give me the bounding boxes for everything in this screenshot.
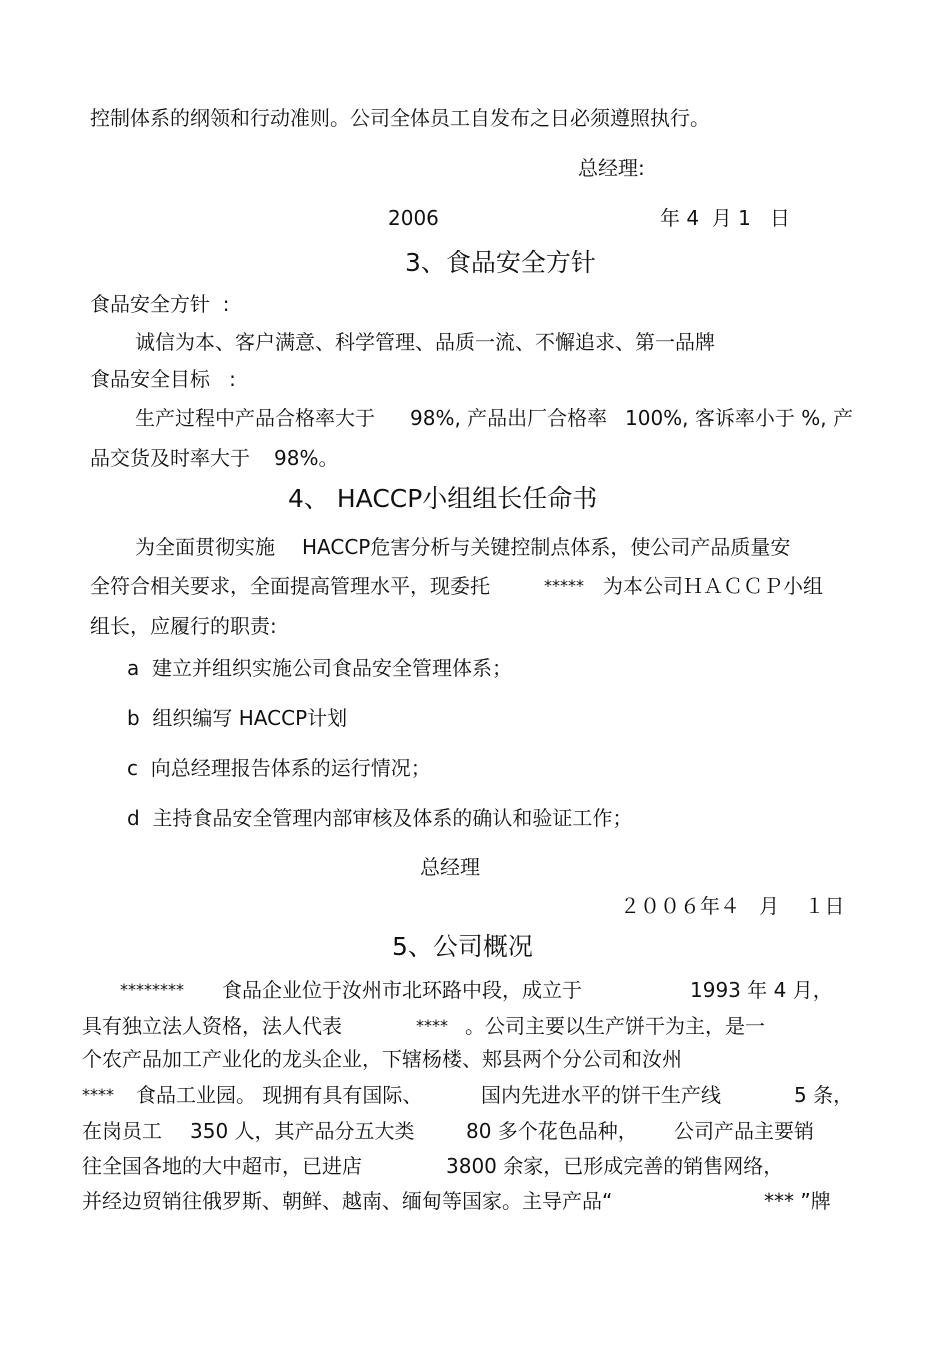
appoint-line3: 组长，应履行的职责: <box>90 614 277 638</box>
intro-line: 控制体系的纲领和行动准则。公司全体员工自发布之日必须遵照执行。 <box>90 106 710 130</box>
intro-signer: 总经理: <box>578 156 645 180</box>
overview-l4-a: **** <box>82 1085 114 1104</box>
section4-signer: 总经理 <box>420 855 480 879</box>
section5-title: 5、公司概况 <box>392 932 533 961</box>
overview-l5-b: 350 人，其产品分五大类 <box>190 1119 415 1143</box>
overview-l1-b: 食品企业位于汝州市北环路中段，成立于 <box>222 978 582 1002</box>
section4-date: ２００６年４ 月 １日 <box>620 894 845 918</box>
overview-l2-c: 。公司主要以生产饼干为主，是一 <box>465 1014 765 1038</box>
goal-line1-a: 生产过程中产品合格率大于 <box>135 406 375 430</box>
overview-l2-b: **** <box>416 1016 448 1035</box>
duty-item: d 主持食品安全管理内部审核及体系的确认和验证工作； <box>127 806 633 830</box>
appoint-line1-b: HACCP危害分析与关键控制点体系，使公司产品质量安 <box>302 535 791 559</box>
policy-text: 诚信为本、客户满意、科学管理、品质一流、不懈追求、第一品牌 <box>135 330 715 354</box>
appoint-line2-a: 全符合相关要求，全面提高管理水平，现委托 <box>90 574 490 598</box>
intro-date-rest: 年 4 月 1 日 <box>660 206 790 230</box>
appoint-line2-c: 为本公司ＨＡＣＣＰ小组 <box>603 574 823 598</box>
overview-l7-a: 并经边贸销往俄罗斯、朝鲜、越南、缅甸等国家。主导产品“ <box>82 1189 613 1213</box>
overview-l4-d: 5 条， <box>794 1083 854 1107</box>
goal-line1-b: 98%, 产品出厂合格率 <box>410 406 608 430</box>
overview-l4-c: 国内先进水平的饼干生产线 <box>481 1083 721 1107</box>
appoint-line1-a: 为全面贯彻实施 <box>135 535 275 559</box>
overview-l7-b: *** ”牌 <box>764 1189 831 1213</box>
intro-date-year: 2006 <box>388 206 439 230</box>
overview-l1-c: 1993 年 4 月， <box>690 978 833 1002</box>
duty-item: a 建立并组织实施公司食品安全管理体系； <box>127 656 512 680</box>
overview-l3: 个农产品加工产业化的龙头企业，下辖杨楼、郏县两个分公司和汝州 <box>82 1047 682 1071</box>
duty-item: b 组织编写 HACCP计划 <box>127 706 348 730</box>
policy-label: 食品安全方针 : <box>90 292 230 316</box>
overview-l5-a: 在岗员工 <box>82 1119 162 1143</box>
overview-l4-b: 食品工业园。 现拥有具有国际、 <box>136 1083 423 1107</box>
overview-l5-c: 80 多个花色品种， <box>466 1119 638 1143</box>
goal-line1-c: 100%, 客诉率小于 %, 产 <box>625 406 853 430</box>
section3-title: 3、食品安全方针 <box>405 248 596 277</box>
appoint-line2-b: ***** <box>544 576 584 595</box>
overview-l1-a: ******** <box>120 980 184 999</box>
goal-line2-b: 98%。 <box>274 446 339 470</box>
overview-l2-a: 具有独立法人资格，法人代表 <box>82 1014 342 1038</box>
goal-line2-a: 品交货及时率大于 <box>90 446 250 470</box>
overview-l5-d: 公司产品主要销 <box>674 1119 814 1143</box>
goal-label: 食品安全目标 : <box>90 367 236 391</box>
section4-title: 4、 HACCP小组组长任命书 <box>288 484 598 513</box>
overview-l6-b: 3800 余家，已形成完善的销售网络， <box>446 1154 784 1178</box>
overview-l6-a: 往全国各地的大中超市，已进店 <box>82 1154 362 1178</box>
duty-item: c 向总经理报告体系的运行情况； <box>127 756 431 780</box>
